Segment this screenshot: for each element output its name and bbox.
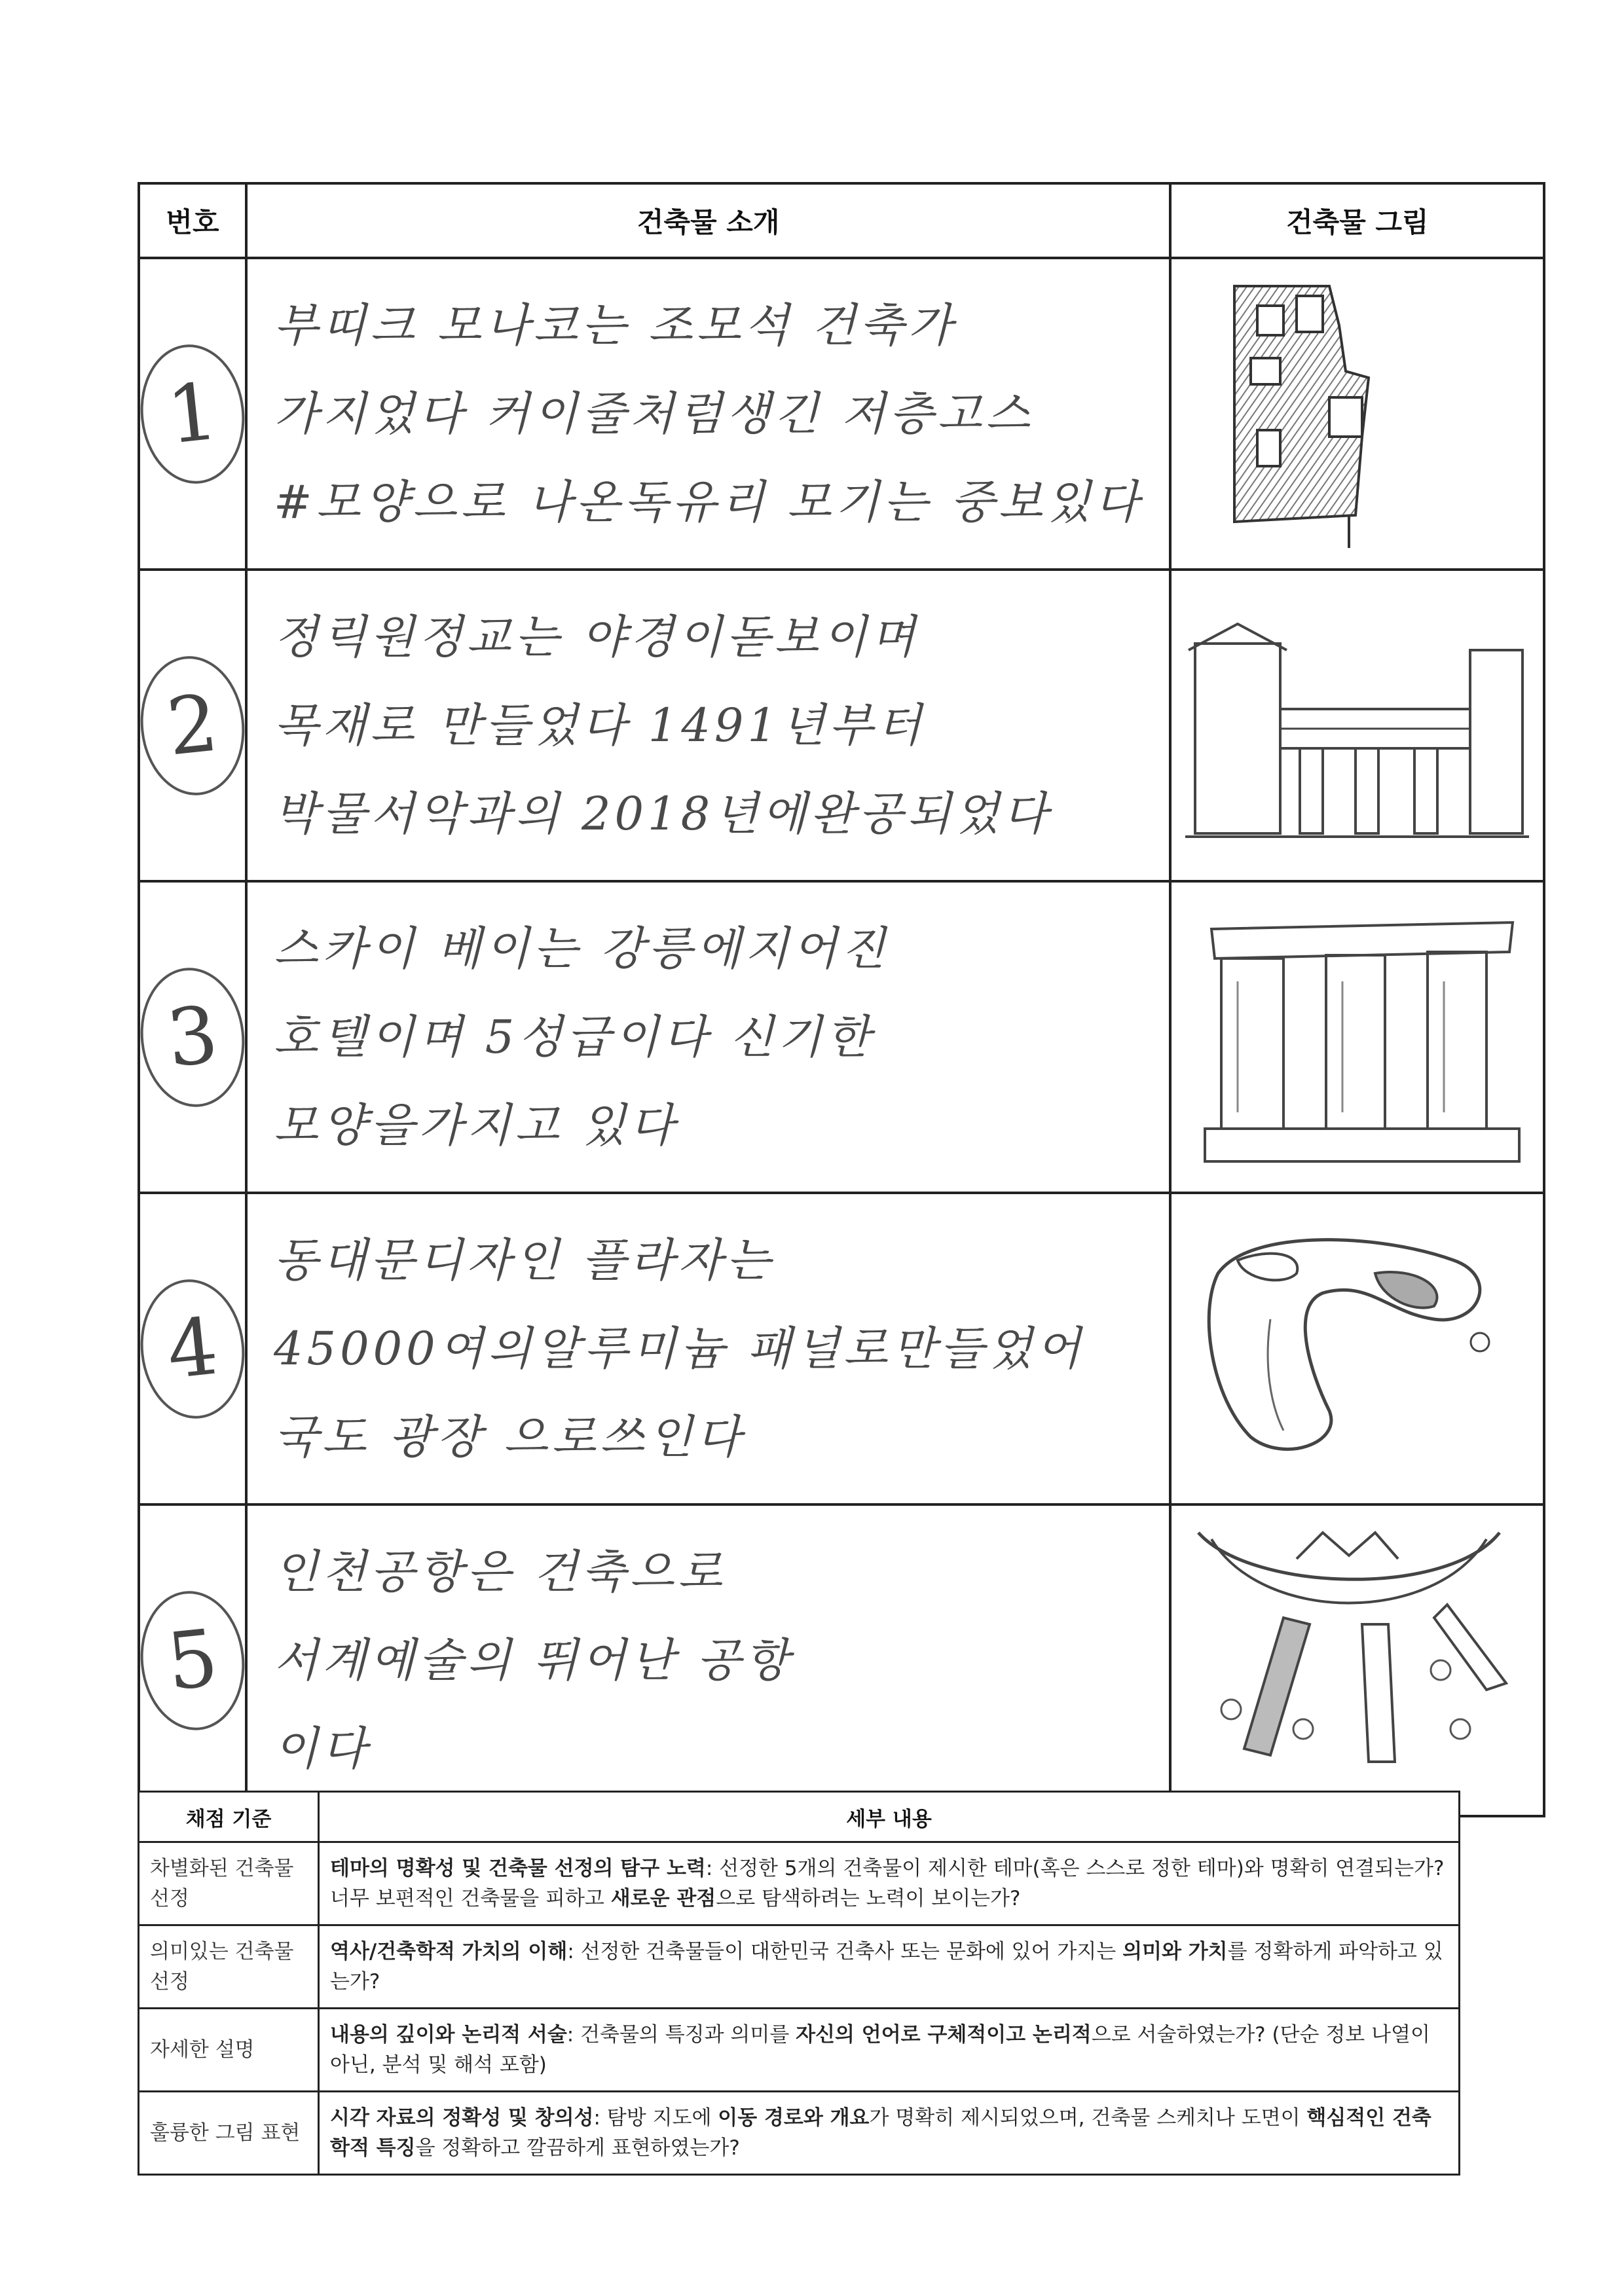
detail-bold: 자신의 언어로 구체적이고 논리적	[796, 2023, 1092, 2047]
rubric-detail	[319, 1842, 1460, 1925]
rubric-header-criteria: 채점 기준	[139, 1792, 319, 1842]
detail-text: 가 명확히 제시되었으며, 건축물 스케치나 도면이	[869, 2106, 1307, 2130]
intro-line: 국도 광장 으로쓰인다	[274, 1410, 745, 1464]
detail-bold: 새로운 관점	[610, 1887, 716, 1910]
row-number-cell	[139, 881, 246, 1193]
detail-text: 를 정확하게 파악하고 있는가?	[330, 1940, 1443, 1994]
intro-line: 목재로 만들었다 1491년부터	[274, 698, 925, 752]
rubric-criteria: 차별화된 건축물 선정	[139, 1842, 319, 1925]
rubric-criteria: 의미있는 건축물 선정	[139, 1925, 319, 2009]
rubric-header-row	[139, 1792, 1460, 1842]
intro-line: 가지었다 커이줄처럼생긴 저층고스	[274, 386, 1034, 441]
rubric-header-details: 세부 내용	[319, 1792, 1460, 1842]
detail-bold: 내용의 깊이와 논리적 서술	[330, 2023, 567, 2047]
rubric-detail	[319, 2092, 1460, 2175]
intro-line: 호텔이며 5성급이다 신기한	[274, 1010, 874, 1064]
sketch-image	[1172, 578, 1542, 873]
detail-bold: 핵심적인 건축학적 특징	[330, 2106, 1431, 2160]
sketch-image	[1172, 266, 1542, 561]
intro-line: 서계예술의 뛰어난 공항	[274, 1633, 793, 1687]
worksheet-header-row	[139, 183, 1544, 258]
circled-number: 4	[134, 1274, 251, 1423]
building-sketch-1	[1170, 258, 1544, 570]
building-sketch-3	[1170, 881, 1544, 1193]
table-row	[139, 1842, 1460, 1925]
detail-text: 으로 탐색하려는 노력이 보이는가?	[716, 1887, 1021, 1910]
detail-bold: 역사/건축학적 가치의 이해	[330, 1940, 568, 1963]
table-row	[139, 570, 1544, 881]
detail-text: : 선정한 건축물들이 대한민국 건축사 또는 문화에 있어 가지는	[567, 1940, 1123, 1963]
detail-text: 을 정확하고 깔끔하게 표현하였는가?	[415, 2136, 740, 2160]
intro-line: 동대문디자인 플라자는	[274, 1233, 775, 1287]
building-sketch-5	[1170, 1504, 1544, 1816]
sketch-image	[1172, 1201, 1542, 1496]
detail-bold: 시각 자료의 정확성 및 창의성	[330, 2106, 594, 2130]
header-number: 번호	[139, 183, 246, 258]
intro-line: 이다	[274, 1721, 371, 1776]
row-number-cell	[139, 1193, 246, 1504]
header-intro: 건축물 소개	[246, 183, 1170, 258]
building-sketch-2	[1170, 570, 1544, 881]
building-sketch-4	[1170, 1193, 1544, 1504]
row-number-cell	[139, 1504, 246, 1816]
table-row	[139, 2009, 1460, 2092]
rubric-detail	[319, 1925, 1460, 2009]
header-picture: 건축물 그림	[1170, 183, 1544, 258]
detail-bold: 이동 경로와 개요	[718, 2106, 870, 2130]
circled-number: 1	[134, 339, 251, 488]
row-number-cell	[139, 258, 246, 570]
table-row	[139, 1925, 1460, 2009]
rubric-detail	[319, 2009, 1460, 2092]
intro-text-cell	[246, 1193, 1170, 1504]
sketch-image	[1172, 1513, 1542, 1808]
table-row	[139, 1504, 1544, 1816]
detail-bold: 테마의 명확성 및 건축물 선정의 탐구 노력	[330, 1857, 706, 1880]
intro-text-cell	[246, 1504, 1170, 1816]
detail-text: : 탐방 지도에	[593, 2106, 718, 2130]
table-row	[139, 881, 1544, 1193]
rubric-criteria: 자세한 설명	[139, 2009, 319, 2092]
rubric-criteria: 훌륭한 그림 표현	[139, 2092, 319, 2175]
circled-number: 5	[134, 1586, 251, 1735]
intro-line: 스카이 베이는 강릉에지어진	[274, 921, 889, 975]
detail-text: : 건축물의 특징과 의미를	[566, 2023, 796, 2047]
rubric-table	[138, 1791, 1460, 2176]
intro-line: 45000여의알루미늄 패널로만들었어	[274, 1321, 1084, 1376]
table-row	[139, 2092, 1460, 2175]
circled-number: 3	[134, 962, 251, 1112]
intro-line: #모양으로 나온독유리 모기는 중보있다	[274, 475, 1143, 529]
intro-line: 모양을가지고 있다	[274, 1098, 678, 1152]
intro-line: 부띠크 모나코는 조모석 건축가	[274, 298, 956, 352]
worksheet-table	[138, 182, 1545, 1817]
intro-line: 정릭원정교는 야경이돋보이며	[274, 610, 919, 664]
intro-line: 인천공항은 건축으로	[274, 1544, 726, 1599]
detail-bold: 의미와 가치	[1122, 1940, 1228, 1963]
sketch-image	[1172, 890, 1542, 1184]
detail-text: : 선정한 5개의 건축물이 제시한 테마(혹은 스스로 정한 테마)와 명확히 연결되는가? 너무 보편적인 건축물을 피하고	[330, 1857, 1445, 1910]
intro-text-cell	[246, 258, 1170, 570]
intro-text-cell	[246, 570, 1170, 881]
row-number-cell	[139, 570, 246, 881]
table-row	[139, 258, 1544, 570]
intro-line: 박물서악과의 2018년에완공되었다	[274, 786, 1052, 841]
intro-text-cell	[246, 881, 1170, 1193]
circled-number: 2	[134, 651, 251, 800]
table-row	[139, 1193, 1544, 1504]
detail-text: 으로 서술하였는가? (단순 정보 나열이 아닌, 분석 및 해석 포함)	[330, 2023, 1430, 2077]
